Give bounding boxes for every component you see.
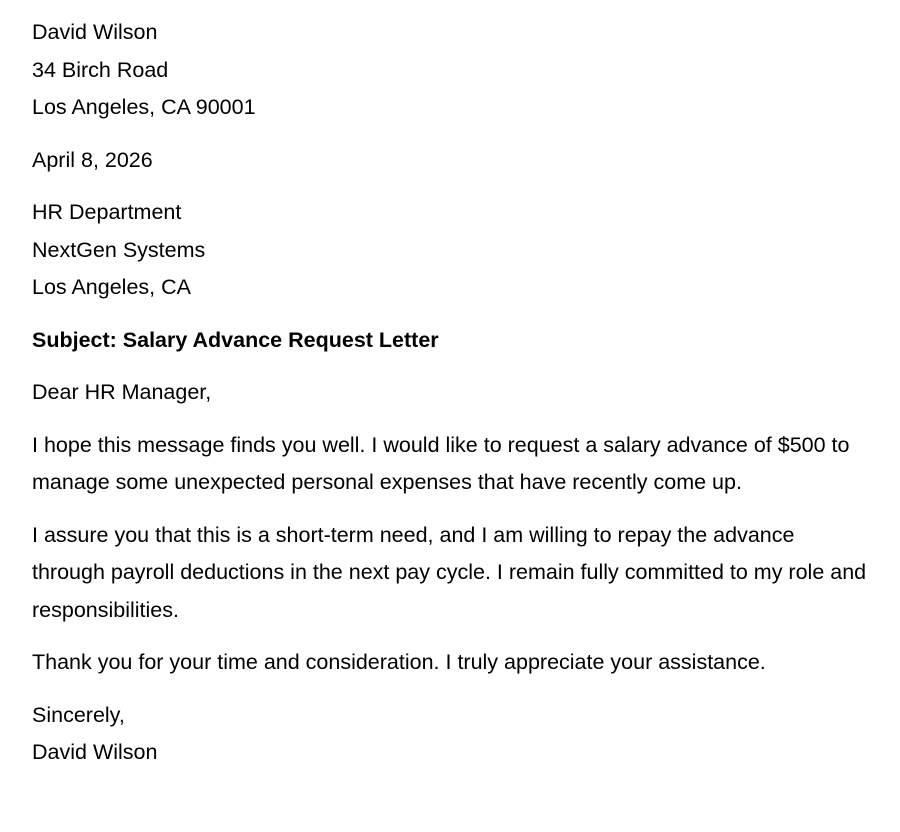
signature: David Wilson: [32, 740, 158, 764]
body-paragraph-2: I assure you that this is a short-term need, and I am willing to repay the advance through payroll deductions in the next pay cycle. I remain fully committed to my role and responsibilities.: [32, 522, 867, 622]
recipient-dept: HR Department: [32, 200, 182, 224]
subject-line: Subject: Salary Advance Request Letter: [32, 327, 439, 352]
recipient-city: Los Angeles, CA: [32, 275, 191, 299]
body-paragraph-1: I hope this message finds you well. I would like to request a salary advance of $500 to manage some unexpected personal expenses that have recently come up.: [32, 432, 850, 494]
sender-address: [32, 14, 868, 127]
closing: Sincerely,: [32, 702, 125, 727]
sender-city: Los Angeles, CA 90001: [32, 95, 256, 119]
sender-name: David Wilson: [32, 20, 158, 44]
recipient-address: [32, 194, 868, 307]
body-paragraph-3: Thank you for your time and consideration. I truly appreciate your assistance.: [32, 650, 766, 674]
salutation: Dear HR Manager,: [32, 380, 212, 404]
letter-date: April 8, 2026: [32, 147, 153, 172]
sender-street: 34 Birch Road: [32, 57, 169, 82]
closing-block: [32, 697, 868, 772]
recipient-company: NextGen Systems: [32, 237, 206, 262]
